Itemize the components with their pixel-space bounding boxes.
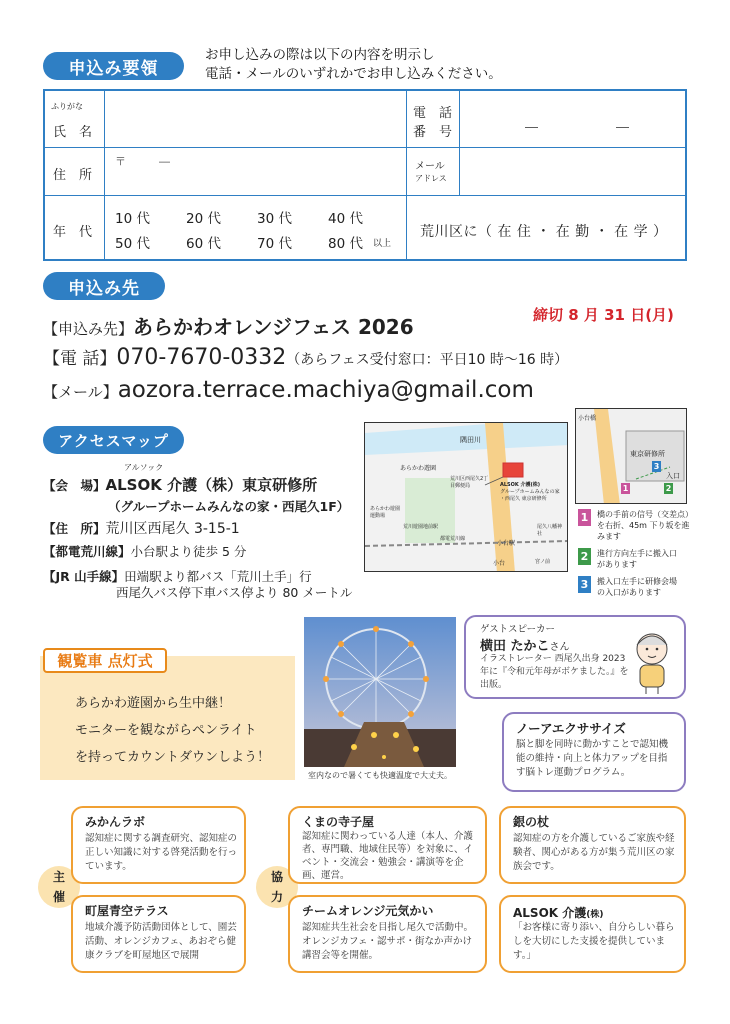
age-option-70[interactable]: 70 代 [257,236,292,252]
address-line [43,518,240,538]
step-2-text: 進行方向左手に搬入口があります [597,549,677,569]
venue-value: ALSOK 介護（株）東京研修所 [105,476,318,494]
coop-title-kumano: くまの寺子屋 [302,815,375,829]
toden-value: 小台駅より徒歩 5 分 [130,544,247,559]
apply-intro [205,46,502,84]
contact-mail-value[interactable]: aozora.terrace.machiya@gmail.com [117,377,534,403]
address-field[interactable]: 〒 ― [115,155,170,168]
map-school-label: あらかわ遊園運動場 [370,506,401,519]
apply-heading: 申込み要領 [43,52,184,80]
age-option-50[interactable]: 50 代 [115,236,150,252]
event-line-2: モニターを観ながらペンライト [75,723,257,738]
contact-dest-key: 【申込み先】 [43,320,134,338]
photo-caption: 室内なので暑くても快適温度で大丈夫。 [308,771,452,780]
coop-title-alsok-suffix: (株) [586,910,604,920]
contact-tel [43,344,568,370]
mail-field[interactable] [460,148,685,194]
address-label: 住 所 [53,168,93,183]
contact-mail [43,377,534,403]
contact-heading: 申込み先 [43,272,165,300]
exercise-desc: 脳と脚を同時に動かすことで認知機能の維持・向上と体力アップを目指す脳トレ運動プログラム。 [516,739,669,778]
map-odai-label: 小台駅 [497,540,516,547]
furigana-label: ふりがな [51,102,83,111]
name-label: 氏 名 [53,125,93,140]
host-label-1: 主 [52,870,65,884]
address-value: 荒川区西尾久 3-15-1 [105,521,240,537]
access-step-1 [578,509,697,542]
coop-desc-team-orange: 認知症共生社会を目指し尾久で活動中。オレンジカフェ・認サポ・街なか声かけ講習会等を開催。 [302,922,474,961]
coop-label-2: 力 [270,890,283,904]
residence-options[interactable]: 荒川区に（ 在 住 ・ 在 勤 ・ 在 学 ） [420,224,668,240]
toden-line [43,542,246,560]
coop-title-alsok: ALSOK 介護 [513,906,587,920]
coop-card-team-orange [288,895,487,973]
map-river-label: 隅田川 [460,436,481,444]
deadline: 締切 8 月 31 日(月) [533,306,674,324]
mail-label-1: メール [415,161,445,172]
age-option-20[interactable]: 20 代 [186,211,221,227]
speaker-role: ゲストスピーカー [480,624,555,635]
step-1-number: 1 [578,509,591,526]
age-option-30[interactable]: 30 代 [257,211,292,227]
detail-marker-1: 1 [622,484,629,493]
host-card-mikan [71,806,246,884]
coop-desc-gin-no-tsue: 認知症の方を介護しているご家族や経験者、関心がある方が集う荒川区の家族会です。 [513,833,675,872]
map-odai2-label: 小台 [493,560,506,567]
venue-key: 【会 場】 [43,478,106,493]
map-toden-label: 都電荒川線 [440,536,466,542]
age-suffix: 以上 [373,239,392,249]
coop-card-kumano [288,806,487,884]
access-step-3 [578,576,682,598]
speaker-illustration-icon [626,627,678,695]
tel-field[interactable]: ― ― [525,120,630,135]
age-option-40[interactable]: 40 代 [328,211,363,227]
map-alsok-label-1: ALSOK 介護(株) [500,482,541,488]
name-field[interactable] [105,91,405,146]
age-option-80[interactable]: 80 代 [328,236,363,252]
apply-intro-line2: 電話・メールのいずれかでお申し込みください。 [205,66,502,82]
step-1-text: 橋の手前の信号（交差点）を右折、45m 下り坂を進みます [597,510,693,541]
event-title: 観覧車 点灯式 [43,648,167,673]
coop-label-1: 協 [270,870,283,884]
access-heading: アクセスマップ [43,426,184,454]
coop-card-alsok [499,895,686,973]
detail-entrance-label: 入口 [666,472,680,480]
application-form [43,89,687,261]
step-3-number: 3 [578,576,591,593]
age-label: 年 代 [53,225,93,240]
map-alsok-label-3: ・西尾久 東京研修所 [500,496,547,502]
contact-mail-key: 【メール】 [43,383,118,401]
speaker-card [464,615,686,699]
coop-desc-kumano: 認知症に関わっている人達（本人、介護者、専門職、地域住民等）を対象に、イベント・交流会・勉強会・講演等を企画、運営。 [302,831,474,881]
map-alsok-label-2: グループホームみんなの家 [500,489,560,495]
map-school2-label: 荒川遊園地前駅 [403,524,439,530]
host-title-machiya: 町屋青空テラス [85,904,169,918]
exercise-card [502,712,686,792]
jr-key: 【JR 山手線】 [43,569,125,584]
coop-card-gin-no-tsue [499,806,686,884]
map-shrine-label: 尾久八幡神社 [537,524,563,537]
event-line-3: を持ってカウントダウンしよう！ [75,750,271,765]
exercise-title: ノーアエクササイズ [516,721,626,736]
step-3-text: 搬入口左手に研修会場の入口があります [597,577,677,597]
apply-intro-line1: お申し込みの際は以下の内容を明示し [205,47,435,63]
coop-desc-alsok: 「お客様に寄り添い、自分らしい暮らしを大切にした支援を提供しています。」 [513,922,675,961]
contact-dest-value: あらかわオレンジフェス 2026 [133,315,414,339]
mail-label-2: アドレス [415,174,447,183]
jr-value-1: 田端駅より都バス「荒川土手」行 [124,569,312,584]
map-office-label: 荒川区西尾久2丁目郵便局 [450,476,489,489]
speaker-name: 横田 たかこ [480,639,550,654]
age-option-60[interactable]: 60 代 [186,236,221,252]
speaker-name-line [480,635,570,654]
tel-label-2: 番 号 [413,125,453,140]
contact-tel-value[interactable]: 070-7670-0332 [116,345,287,370]
host-desc-machiya: 地域介護予防活動団体として、園芸活動、オレンジカフェ、あおぞら健康クラブを町屋地区で展開 [85,922,237,961]
coop-title-team-orange: チームオレンジ元気かい [302,904,434,918]
toden-key: 【都電荒川線】 [43,544,131,559]
step-2-number: 2 [578,548,591,565]
venue-ruby: アルソック [124,463,164,472]
host-desc-mikan: 認知症に関する調査研究、認知症の正しい知識に対する啓発活動を行っています。 [85,833,238,872]
detail-marker-3: 3 [653,462,660,471]
event-line-1: あらかわ遊園から生中継！ [75,696,232,711]
speaker-honorific: さん [549,642,570,653]
access-step-2 [578,548,677,570]
tel-label-1: 電 話 [413,106,453,121]
contact-dest [43,311,414,340]
host-title-mikan: みかんラボ [85,815,146,829]
access-map [364,422,568,572]
age-option-10[interactable]: 10 代 [115,211,150,227]
detail-marker-2: 2 [665,484,672,493]
contact-tel-note: （あらフェス受付窓口：平日10 時〜16 時） [286,352,569,368]
coop-title-alsok-line [513,902,604,921]
host-label-2: 催 [52,890,65,904]
venue-sub: （グループホームみんなの家・西尾久1F） [108,499,350,514]
map-park-label: あらかわ遊園 [400,465,437,472]
jr-value-2: 西尾久バス停下車バス停より 80 メートル [116,585,353,600]
event-text [75,690,270,771]
detail-map [575,408,687,504]
detail-bridge-label: 小台橋 [578,415,597,422]
contact-tel-key: 【電 話】 [43,349,117,369]
speaker-desc: イラストレーター 西尾久出身 2023 年に『令和元年母がボケました。』を出版。 [480,654,629,690]
map-miyanomae-label: 宮ノ前 [535,559,551,565]
ferris-wheel-photo [304,617,456,767]
coop-title-gin-no-tsue: 銀の杖 [513,815,550,829]
venue-line [43,474,317,495]
address-key: 【住 所】 [43,521,106,536]
host-card-machiya [71,895,246,973]
ferris-wheel-image [304,617,456,767]
detail-center-label: 東京研修所 [630,450,665,458]
